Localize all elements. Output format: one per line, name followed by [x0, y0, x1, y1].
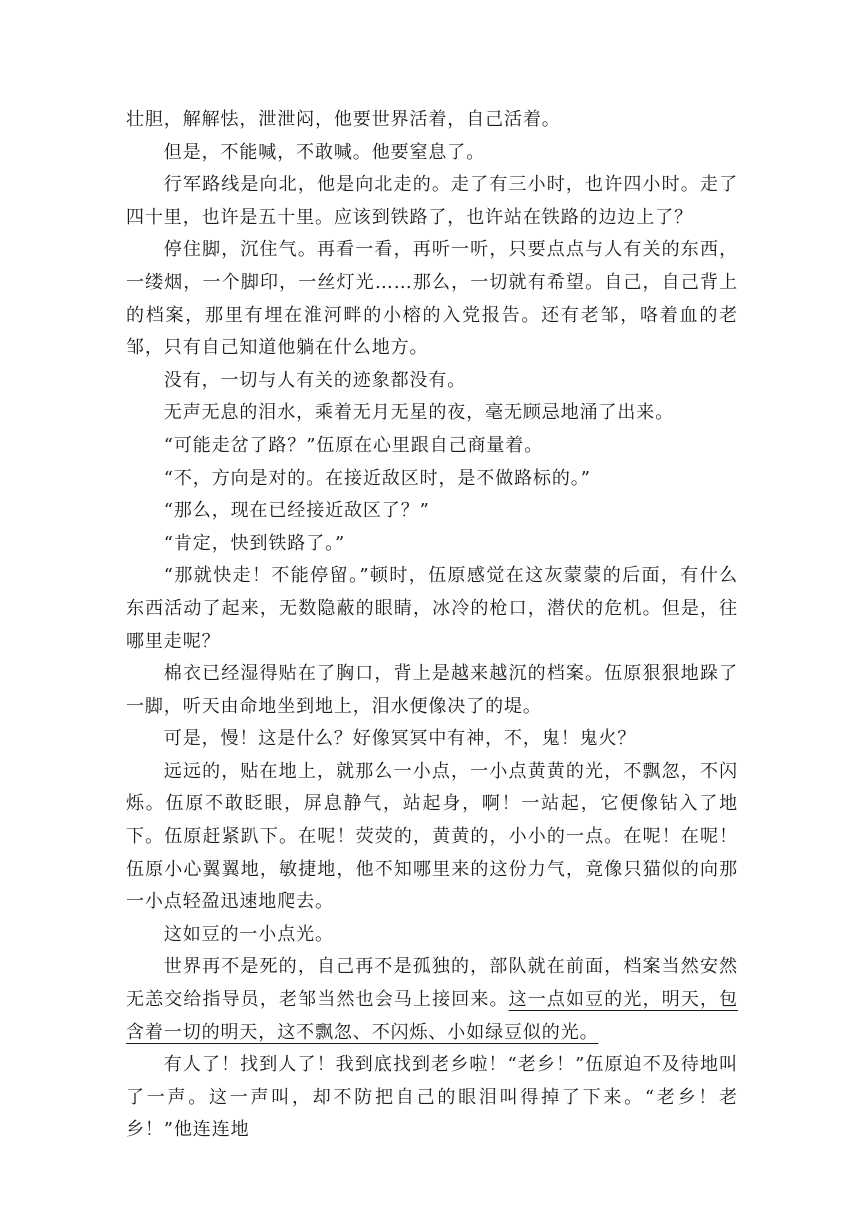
paragraph-16-plain: 世界再不是死的，自己再不是孤独的，部队就在前面，档案当然安然无恙交给指导员，老邹当然也会马上接回来。: [126, 956, 738, 1011]
paragraph-6: 无声无息的泪水，乘着无月无星的夜，毫无顾忌地涌了出来。: [163, 402, 675, 424]
paragraph-4: 停住脚，沉住气。再看一看，再听一听，只要点点与人有关的东西，一缕烟，一个脚印，一丝灯光……那么，一切就有希望。自己，自己背上的档案，那里有埋在淮河畔的小榕的入党报告。还有老邹，咯着血的老邹，只有自己知道他躺在什么地方。: [126, 239, 738, 359]
paragraph-7: “可能走岔了路？”伍原在心里跟自己商量着。: [163, 434, 544, 456]
underlined-sentence: 这一点如豆的光，明天，包含着一切的明天，这不飘忽、不闪烁、小如绿豆似的光。: [126, 989, 738, 1043]
paragraph-12: 棉衣已经湿得贴在了胸口，背上是越来越沉的档案。伍原狠狠地跺了一脚，听天由命地坐到地上，泪水便像决了的堤。: [126, 663, 738, 717]
paragraph-15: 这如豆的一小点光。: [163, 923, 334, 945]
paragraph-13: 可是，慢！这是什么？好像冥冥中有神，不，鬼！鬼火？: [163, 728, 637, 750]
paragraph-1: 壮胆，解解怯，泄泄闷，他要世界活着，自己活着。: [126, 109, 561, 130]
paragraph-10: “肯定，快到铁路了。”: [163, 532, 346, 554]
paragraph-2: 但是，不能喊，不敢喊。他要窒息了。: [163, 141, 486, 163]
paragraph-16: [126, 951, 738, 1049]
paragraph-17: 有人了！找到人了！我到底找到老乡啦！“老乡！”伍原迫不及待地叫了一声。这一声叫，却不防把自己的眼泪叫得掉了下来。“老乡！老乡！”他连连地: [126, 1054, 738, 1141]
paragraph-9: “那么，现在已经接近敌区了？”: [163, 500, 430, 522]
paragraph-11: “那就快走！不能停留。”顿时，伍原感觉在这灰蒙蒙的后面，有什么东西活动了起来，无数隐蔽的眼睛，冰冷的枪口，潜伏的危机。但是，往哪里走呢？: [126, 565, 738, 652]
paragraph-5: 没有，一切与人有关的迹象都没有。: [163, 369, 467, 391]
paragraph-14: 远远的，贴在地上，就那么一小点，一小点黄黄的光，不飘忽，不闪烁。伍原不敢眨眼，屏息静气，站起身，啊！一站起，它便像钻入了地下。伍原赶紧趴下。在呢！荧荧的，黄黄的，小小的一点。在呢！在呢！伍原小心翼翼地，敏捷地，他不知哪里来的这份力气，竟像只猫似的向那一小点轻盈迅速地爬去。: [126, 760, 738, 913]
paragraph-3: 行军路线是向北，他是向北走的。走了有三小时，也许四小时。走了四十里，也许是五十里。应该到铁路了，也许站在铁路的边边上了？: [126, 174, 738, 228]
paragraph-8: “不，方向是对的。在接近敌区时，是不做路标的。”: [163, 467, 591, 489]
story-text: [126, 104, 738, 1147]
